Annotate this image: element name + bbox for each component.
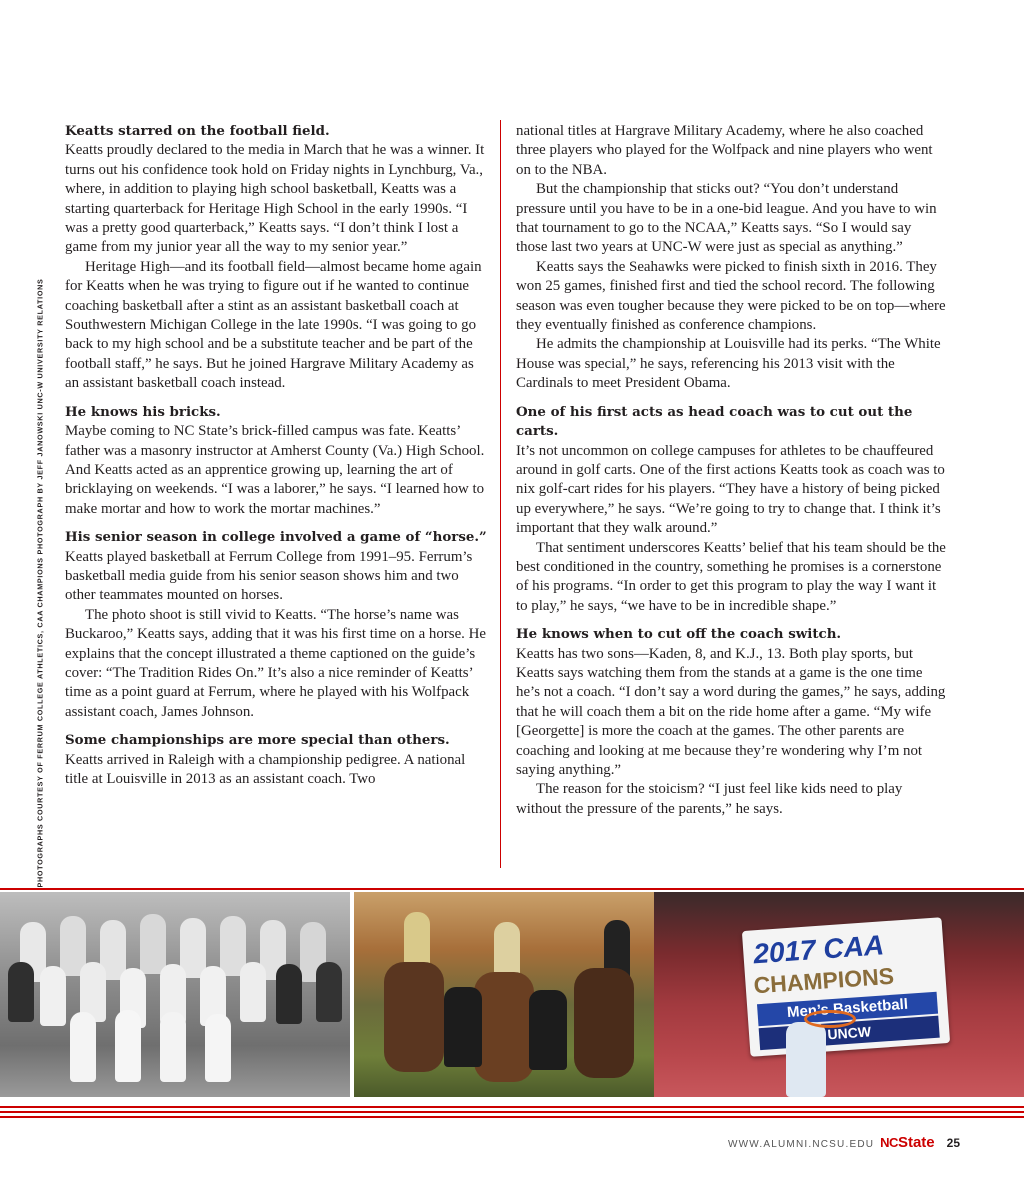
horseback-photo: [354, 892, 654, 1097]
basketball-hoop: [804, 1010, 856, 1028]
player-figure: [529, 990, 567, 1070]
photo-strip: [0, 892, 1024, 1097]
player-figure: [444, 987, 482, 1067]
paragraph: Keatts proudly declared to the media in March that he was a winner. It turns out his confidence took hold on Friday nights in Lynchburg, Va., where, in addition to playing high school basketball, Keatts was a starting quarterback for Heritage High School in the early 1990s. “I was a pretty good quarterback,” Keatts says. “I don’t think I lost a game from my junior year all the way to my senior year.”: [65, 142, 485, 256]
horse-figure: [574, 968, 634, 1078]
player-figure: [115, 1010, 141, 1082]
player-figure: [40, 966, 66, 1026]
left-column: [65, 122, 491, 789]
photo-strip-top-rule: [0, 888, 1024, 890]
rule-line: [0, 1116, 1024, 1118]
section-heading-carts: One of his first acts as head coach was to cut out the carts.: [516, 403, 913, 440]
column-divider: [500, 120, 501, 868]
photo-credit: [33, 278, 47, 888]
coach-figure: [316, 962, 342, 1022]
page-number: 25: [946, 1136, 960, 1150]
player-figure: [205, 1014, 231, 1082]
paragraph: Maybe coming to NC State’s brick-filled campus was fate. Keatts’ father was a masonry instructor at Amherst County (Va.) High School. And Keatts acted as an apprentice growing up, learning the art of bricklaying on weekends. “I was a laborer,” he says. “I learned how to make mortar and how to work the mortar machines.”: [65, 423, 485, 517]
right-column: [516, 122, 946, 819]
paragraph: Keatts arrived in Raleigh with a championship pedigree. A national title at Louisville in 2013 as an assistant coach. Two: [65, 751, 466, 787]
horse-figure: [474, 972, 534, 1082]
championship-banner: [742, 917, 950, 1057]
paragraph: The reason for the stoicism? “I just feel like kids need to play without the pressure of the parents,” he says.: [516, 781, 903, 817]
paragraph: Keatts played basketball at Ferrum College from 1991–95. Ferrum’s basketball media guide from his senior season shows him and two other teammates mounted on horses.: [65, 548, 473, 604]
paragraph: But the championship that sticks out? “You don’t understand pressure until you have to be in a one-bid league. And you have to win that tournament to go to the NCAA,” Keatts says. “So I would say those last two years at UNC-W were just as special as anything.”: [516, 181, 937, 256]
rule-line: [0, 1106, 1024, 1108]
player-figure: [140, 914, 166, 974]
section-heading-horse: His senior season in college involved a game of “horse.”: [65, 529, 487, 546]
page-footer: [728, 1134, 960, 1151]
rule-line: [0, 1111, 1024, 1113]
player-figure: [240, 962, 266, 1022]
coach-figure: [276, 964, 302, 1024]
logo-nc: NC: [880, 1135, 898, 1150]
section-heading-football: Keatts starred on the football field.: [65, 123, 330, 139]
horse-figure: [384, 962, 444, 1072]
banner-year: 2017 CAA: [752, 929, 885, 970]
section-heading-bricks: He knows his bricks.: [65, 403, 221, 420]
coach-figure: [786, 1022, 826, 1097]
logo-state: State: [897, 1134, 935, 1151]
ncstate-logo: [880, 1134, 934, 1151]
coach-figure: [8, 962, 34, 1022]
section-heading-coach-switch: He knows when to cut off the coach switch.: [516, 626, 842, 643]
paragraph: That sentiment underscores Keatts’ belief that his team should be the best conditioned in the country, something he promises is a cornerstone of his programs. “In order to get this program to play the way I want it to play,” he says, “we have to be in incredible shape.”: [516, 539, 946, 614]
championship-photo: [654, 892, 1024, 1097]
banner-mens-basketball: Men’s Basketball: [757, 992, 938, 1027]
paragraph: He admits the championship at Louisville had its perks. “The White House was special,” he says, referencing his 2013 visit with the Cardinals to meet President Obama.: [516, 336, 941, 392]
banner-uncw: UNCW: [759, 1016, 940, 1051]
paragraph: It’s not uncommon on college campuses for athletes to be chauffeured around in golf carts. One of the first actions Keatts took as coach was to nix golf-cart rides for his players. “They have a history of being picked up everywhere,” he says. “We’re going to try to change that. I think it’s important that they walk around.”: [516, 442, 945, 537]
section-heading-championships: Some championships are more special than others.: [65, 732, 450, 749]
photo-credit-text: PHOTOGRAPHS COURTESY OF FERRUM COLLEGE ATHLETICS, CAA CHAMPIONS PHOTOGRAPH BY JEFF JANOWSKI UNC-W UNIVERSITY RELATIONS: [35, 278, 45, 888]
footer-url: WWW.ALUMNI.NCSU.EDU: [728, 1139, 875, 1150]
paragraph: Keatts says the Seahawks were picked to finish sixth in 2016. They won 25 games, finished first and tied the school record. The following season was even tougher because they were picked to be on top—where they eventually finished as conference champions.: [516, 258, 946, 334]
player-figure: [160, 1012, 186, 1082]
player-figure: [70, 1012, 96, 1082]
paragraph: national titles at Hargrave Military Academy, where he also coached three players who played for the Wolfpack and nine players who went on to the NBA.: [516, 123, 933, 178]
paragraph: Keatts has two sons—Kaden, 8, and K.J., 13. Both play sports, but Keatts says watching them from the stands at a game is the one time he’s not a coach. “I don’t say a word during the games,” he says, adding that he will coach them a bit on the ride home after a game. “My wife [Georgette] is more the coach at the games. The other parents are coaching and looking at me because they’re wondering why I’m not saying anything.”: [516, 645, 946, 778]
team-photo: [0, 892, 350, 1097]
footer-rules: [0, 1106, 1024, 1121]
paragraph: The photo shoot is still vivid to Keatts. “The horse’s name was Buckaroo,” Keatts says, adding that it was his first time on a horse. He explains that the concept illustrated a theme captioned on the guide’s cover: “The Tradition Rides On.” It’s also a nice reminder of Keatts’ time as a point guard at Ferrum, where he played with his Wolfpack assistant coach, James Johnson.: [65, 606, 486, 720]
paragraph: Heritage High—and its football field—almost became home again for Keatts when he was trying to figure out if he wanted to continue coaching basketball after a stint as an assistant basketball coach at Southwestern Michigan College in the late 1990s. “I was going to go back to my high school and be a substitute teacher and be part of the football staff,” he says. But he joined Hargrave Military Academy as an assistant basketball coach instead.: [65, 258, 482, 392]
banner-champions: CHAMPIONS: [752, 962, 895, 999]
